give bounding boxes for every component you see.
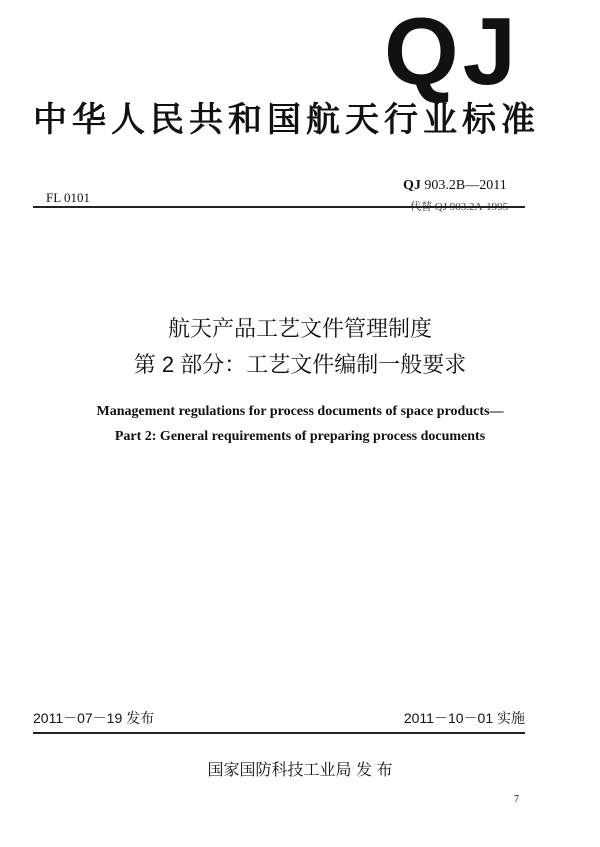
en-title-line2: Part 2: General requirements of preparing process documents	[114, 429, 486, 444]
zh-title-line2: 第 2 部分：工艺文件编制一般要求	[133, 352, 467, 377]
standard-number	[403, 178, 507, 194]
issue-date: 2011－07－19 发布	[33, 710, 155, 726]
page-number: 7	[514, 794, 519, 805]
top-divider	[33, 206, 525, 208]
zh-title-line1: 航天产品工艺文件管理制度	[167, 316, 432, 341]
en-title-line1: Management regulations for process documents of space products—	[96, 404, 504, 419]
standard-prefix: QJ	[403, 178, 421, 193]
bottom-divider	[33, 732, 525, 734]
standard-category-title: 中华人民共和国航天行业标准	[33, 101, 540, 139]
effective-date: 2011－10－01 实施	[403, 710, 525, 726]
qj-logo: QJ	[384, 0, 521, 105]
standard-code: 903.2B—2011	[424, 178, 507, 193]
publisher: 国家国防科技工业局 发 布	[207, 762, 393, 779]
classification-code: FL 0101	[46, 190, 90, 205]
